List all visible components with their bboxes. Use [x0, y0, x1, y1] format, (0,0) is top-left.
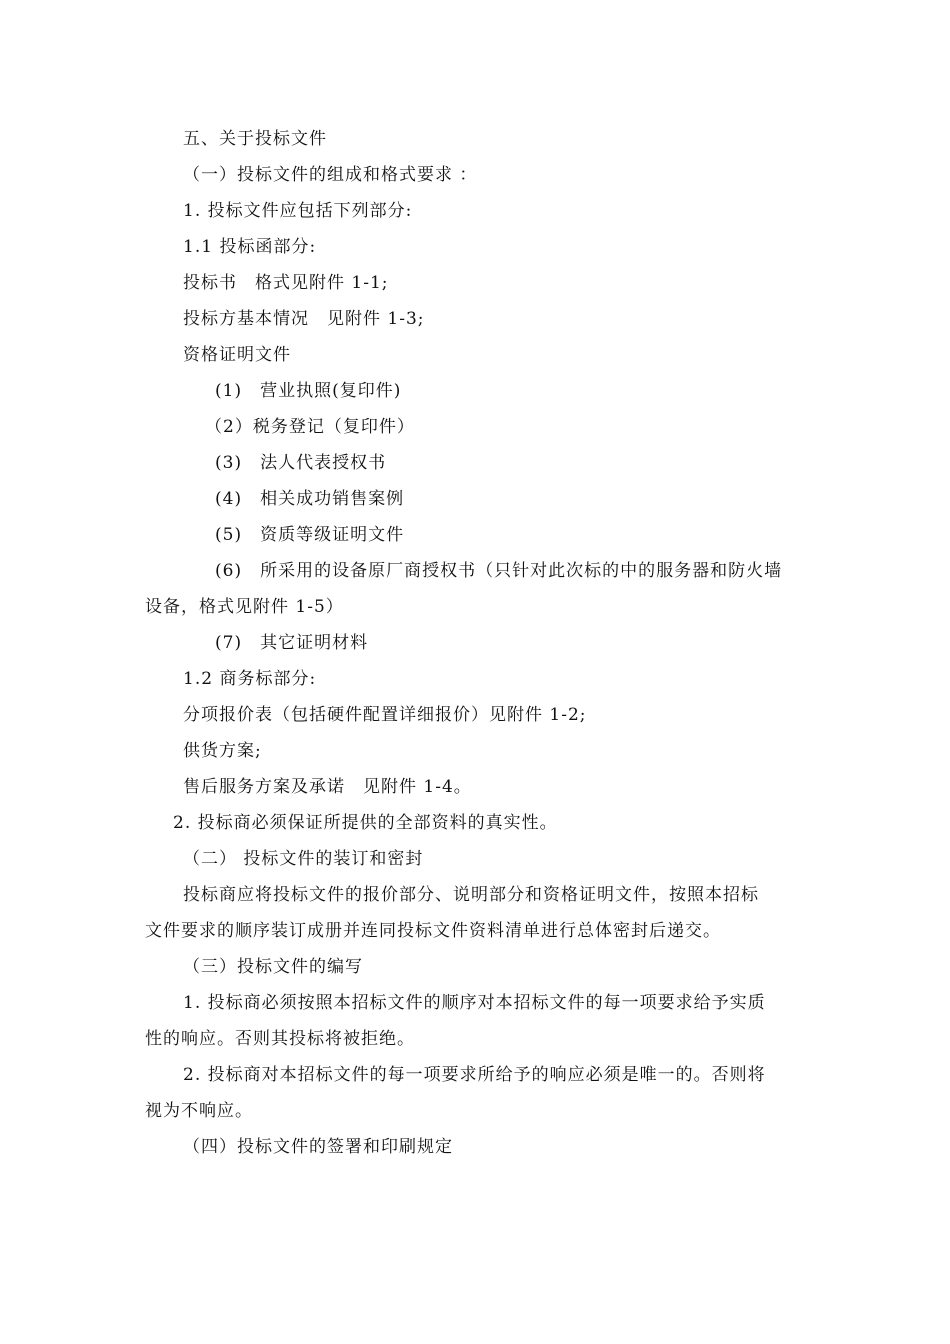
list-item-5: (5) 资质等级证明文件 [215, 525, 405, 545]
line-after-sales: 售后服务方案及承诺 见附件 1-4。 [183, 777, 472, 797]
line-qualification: 资格证明文件 [183, 345, 291, 365]
item-1: 1. 投标文件应包括下列部分: [183, 201, 413, 221]
line-supply-plan: 供货方案; [183, 741, 262, 761]
list-item-1: (1) 营业执照(复印件) [215, 381, 402, 401]
line-price-table: 分项报价表（包括硬件配置详细报价）见附件 1-2; [183, 705, 587, 725]
writing-item-2: 2. 投标商对本招标文件的每一项要求所给予的响应必须是唯一的。否则将 [183, 1065, 766, 1085]
list-item-3: (3) 法人代表授权书 [215, 453, 387, 473]
subheading-3: （三）投标文件的编写 [183, 957, 363, 977]
writing-item-1: 1. 投标商必须按照本招标文件的顺序对本招标文件的每一项要求给予实质 [183, 993, 766, 1013]
list-item-7: (7) 其它证明材料 [215, 633, 369, 653]
list-item-6-cont: 设备，格式见附件 1-5） [145, 597, 344, 617]
subheading-2: （二） 投标文件的装订和密封 [183, 849, 424, 869]
list-item-6: (6) 所采用的设备原厂商授权书（只针对此次标的中的服务器和防火墙 [215, 561, 783, 581]
section-heading-5: 五、关于投标文件 [183, 129, 327, 149]
paragraph-binding-1: 投标商应将投标文件的报价部分、说明部分和资格证明文件，按照本招标 [183, 885, 759, 905]
item-1-1: 1.1 投标函部分: [183, 237, 317, 257]
item-1-2: 1.2 商务标部分: [183, 669, 317, 689]
line-bid-letter: 投标书 格式见附件 1-1; [183, 273, 389, 293]
list-item-4: (4) 相关成功销售案例 [215, 489, 405, 509]
subheading-1: （一）投标文件的组成和格式要求 ： [183, 165, 478, 185]
writing-item-1-cont: 性的响应。否则其投标将被拒绝。 [145, 1029, 415, 1049]
writing-item-2-cont: 视为不响应。 [145, 1101, 253, 1121]
list-item-2: （2）税务登记（复印件） [205, 417, 415, 437]
paragraph-binding-2: 文件要求的顺序装订成册并连同投标文件资料清单进行总体密封后递交。 [145, 921, 721, 941]
item-2: 2. 投标商必须保证所提供的全部资料的真实性。 [173, 813, 558, 833]
subheading-4: （四）投标文件的签署和印刷规定 [183, 1137, 453, 1157]
line-bidder-info: 投标方基本情况 见附件 1-3; [183, 309, 425, 329]
